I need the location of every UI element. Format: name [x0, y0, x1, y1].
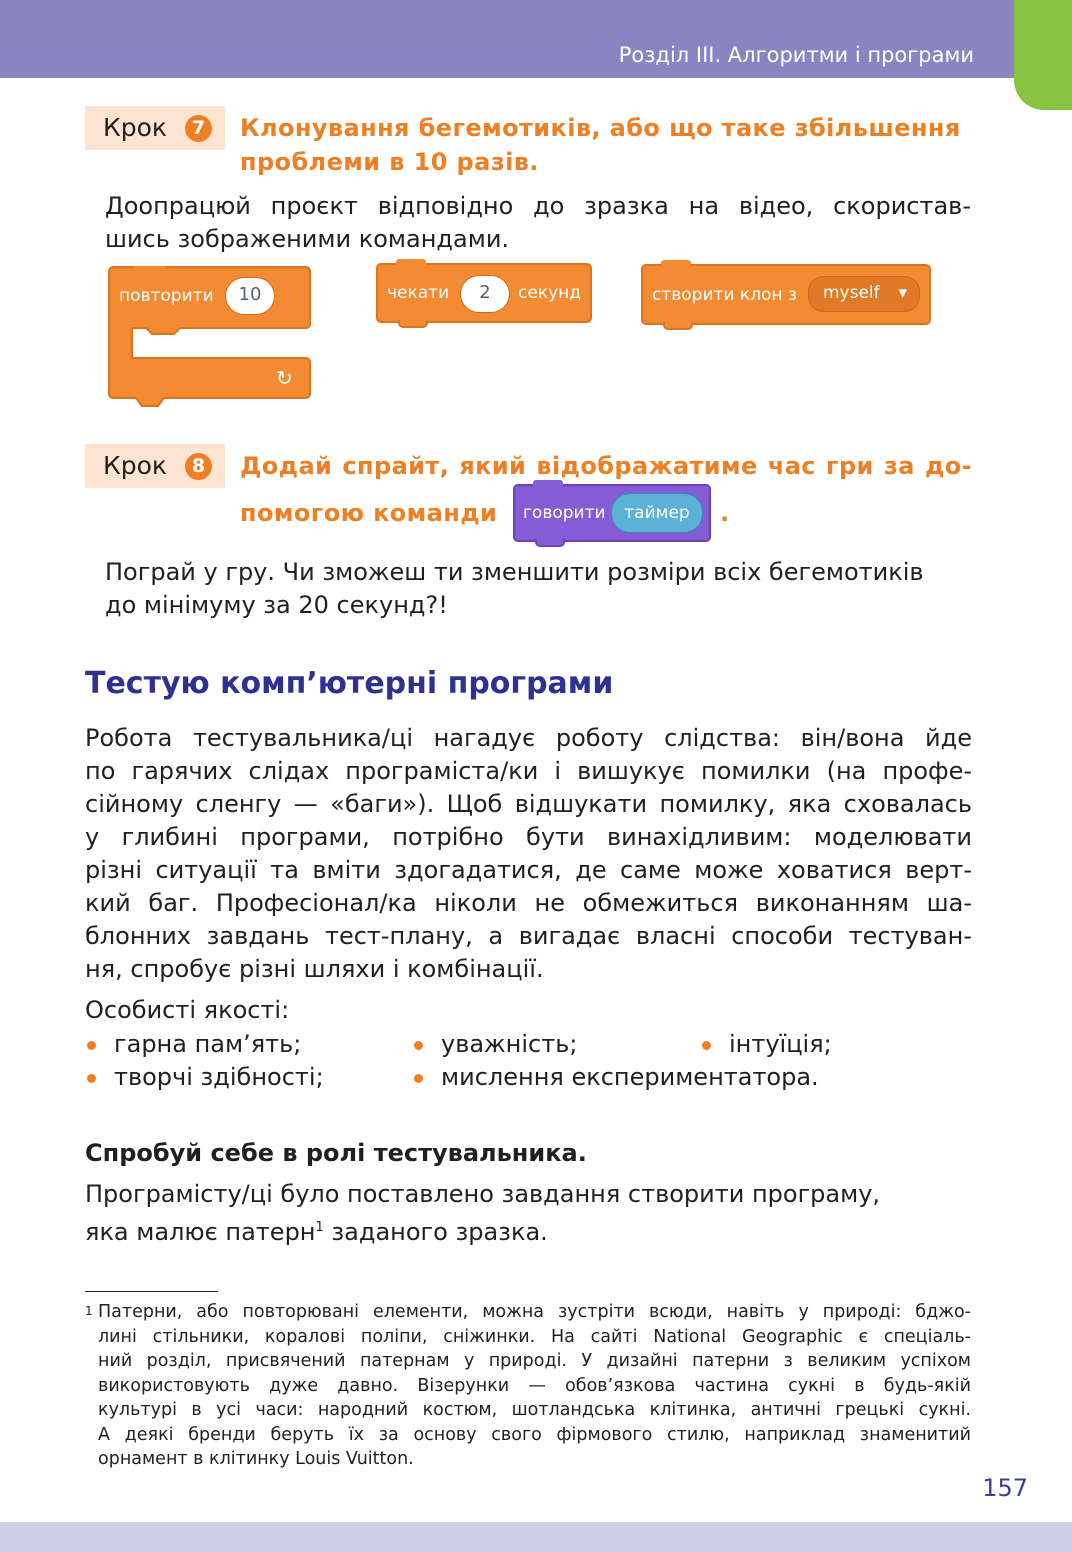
block-notch	[533, 480, 563, 490]
qualities-title: Особисті якості:	[85, 996, 290, 1024]
step-word: Крок	[103, 451, 168, 480]
bullet-icon	[87, 1041, 96, 1050]
chevron-down-icon: ▾	[898, 283, 907, 303]
footnote-line: використовують дуже давно. Візерунки — обов’язкова частина сукні в будь-якій	[98, 1375, 971, 1396]
say-label: говорити	[523, 503, 606, 523]
bullet-icon	[414, 1074, 423, 1083]
footnote-line: лині стільники, коралові поліпи, сніжинки. На сайті National Geographic є спеціаль-	[98, 1326, 971, 1347]
paragraph-line: ня, спробує різні шляхи і комбінації.	[85, 955, 544, 983]
paragraph-line: блонних завдань тест-плану, а вигадає власні способи тестуван-	[85, 922, 972, 950]
say-block	[513, 484, 711, 542]
footnote-line: А деякі бренди беруть їх за основу свого фірмового стилю, наприклад знаменитий	[98, 1424, 971, 1445]
footnote-line: орнамент в клітинку Louis Vuitton.	[98, 1449, 414, 1469]
tester-paragraph	[85, 722, 972, 986]
step-7-body-line-1: Доопрацюй проєкт відповідно до зразка на відео, скористав-	[105, 192, 971, 220]
section-heading: Тестую комп’ютерні програми	[85, 666, 614, 701]
paragraph-line: Робота тестувальника/ці нагадує роботу слідства: він/вона йде	[85, 724, 972, 752]
wait-label: чекати	[387, 283, 450, 303]
clone-label: створити клон з	[652, 285, 797, 305]
block-notch	[661, 260, 691, 270]
footnote-line: Патерни, або повторювані елементи, можна зустріти всюди, навіть у природі: бджо-	[98, 1302, 971, 1322]
step-7-title-line-1: Клонування бегемотиків, або що таке збільшення	[240, 114, 961, 142]
bullet-icon	[414, 1041, 423, 1050]
task-line-2: яка малює патерн$^1$ заданого зразка.	[85, 1218, 548, 1246]
wait-seconds-input[interactable]: 2	[460, 275, 510, 313]
block-bump	[535, 539, 565, 547]
bullet-icon	[87, 1074, 96, 1083]
step-8-body-line-1: Пограй у гру. Чи зможеш ти зменшити розміри всіх бегемотиків	[105, 558, 924, 586]
step-8-title-period: .	[720, 499, 730, 527]
paragraph-line: сійному сленгу — «баги»). Щоб відшукати помилку, яка сховалась	[85, 790, 972, 818]
create-clone-block	[641, 264, 931, 325]
step-number-badge: 8	[185, 453, 212, 480]
step-word: Крок	[103, 113, 168, 142]
step-8-body-line-2: до мінімуму за 20 секунд?!	[105, 591, 448, 619]
footer-bar	[0, 1522, 1072, 1552]
repeat-block	[108, 266, 311, 410]
footnote-line: ний розділ, присвячений патернам у природі. У дизайні патерни з великим успіхом	[98, 1351, 971, 1371]
try-title: Спробуй себе в ролі тестувальника.	[85, 1139, 587, 1167]
bullet-icon	[702, 1041, 711, 1050]
clone-target-value: myself	[823, 283, 880, 303]
task-line-1: Програмісту/ці було поставлено завдання створити програму,	[85, 1180, 881, 1208]
block-bump	[663, 322, 693, 330]
paragraph-line: кий баг. Професіонал/ка ніколи не обмежиться виконанням ша-	[85, 889, 972, 917]
paragraph-line: по гарячих слідах програміста/ки і вишукує помилки (на профе-	[85, 757, 972, 785]
chapter-title: Розділ ІІІ. Алгоритми і програми	[618, 43, 974, 67]
footnote-divider	[85, 1291, 218, 1292]
step-number-badge: 7	[185, 115, 212, 142]
corner-tab	[1014, 0, 1072, 110]
step-7-body-line-2: шись зображеними командами.	[105, 225, 510, 253]
block-notch	[396, 259, 426, 269]
step-8-title-line-2: помогою команди	[240, 499, 498, 527]
footnote-ref[interactable]: 1	[315, 1220, 324, 1235]
footnote-text	[98, 1300, 971, 1472]
wait-unit: секунд	[518, 283, 582, 303]
step-8-title-line-1: Додай спрайт, який відображатиме час гри за до-	[240, 452, 972, 480]
repeat-label: повторити	[119, 286, 214, 306]
timer-reporter[interactable]: таймер	[611, 493, 703, 533]
clone-target-dropdown[interactable]	[808, 276, 920, 312]
footnote-mark: 1	[85, 1304, 93, 1318]
block-bump	[398, 320, 428, 328]
loop-arrow-icon: ↻	[276, 366, 293, 390]
step-8-label	[85, 444, 225, 488]
footnote-line: культурі в усі часи: народний костюм, шотландська клітинка, античні грецькі сукні.	[98, 1400, 971, 1420]
wait-block	[376, 263, 592, 323]
paragraph-line: різні ситуації та вміти здогадатися, де саме може ховатися верт-	[85, 856, 972, 884]
page-number: 157	[982, 1474, 1028, 1502]
step-7-label	[85, 106, 225, 150]
paragraph-line: у глибині програми, потрібно бути винахідливим: моделювати	[85, 823, 972, 851]
step-7-title-line-2: проблеми в 10 разів.	[240, 148, 539, 176]
repeat-count-input[interactable]: 10	[225, 277, 275, 315]
